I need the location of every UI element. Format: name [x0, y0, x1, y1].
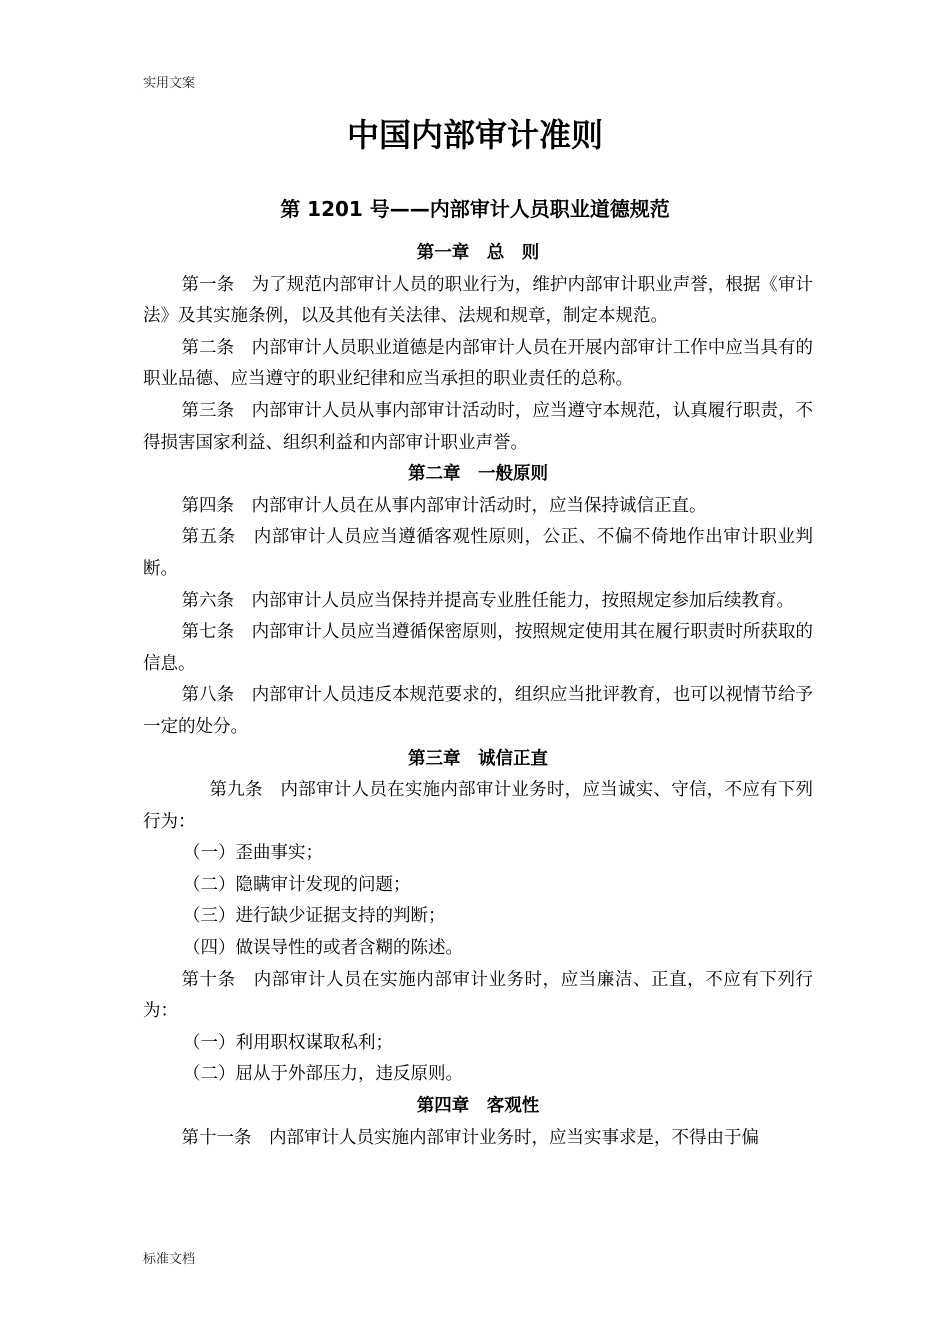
article-paragraph: 第二条 内部审计人员职业道德是内部审计人员在开展内部审计工作中应当具有的职业品德、应当遵守的职业纪律和应当承担的职业责任的总称。 — [143, 337, 813, 390]
list-item: （二）隐瞒审计发现的问题； — [183, 874, 411, 895]
article-paragraph: 第一条 为了规范内部审计人员的职业行为，维护内部审计职业声誉，根据《审计法》及其实施条例，以及其他有关法律、法规和规章，制定本规范。 — [143, 274, 813, 327]
list-item: （一）歪曲事实； — [183, 843, 323, 864]
article-paragraph: 第三条 内部审计人员从事内部审计活动时，应当遵守本规范，认真履行职责，不得损害国家利益、组织利益和内部审计职业声誉。 — [143, 400, 813, 453]
article-paragraph: 第五条 内部审计人员应当遵循客观性原则，公正、不偏不倚地作出审计职业判断。 — [143, 527, 813, 579]
chapter-heading: 第二章 一般原则 — [408, 464, 548, 485]
article-paragraph: 第六条 内部审计人员应当保持并提高专业胜任能力，按照规定参加后续教育。 — [181, 590, 794, 611]
article-paragraph: 第十一条 内部审计人员实施内部审计业务时，应当实事求是，不得由于偏 — [181, 1127, 759, 1148]
list-item: （四）做误导性的或者含糊的陈述。 — [183, 938, 463, 959]
document-subtitle: 第 1201 号——内部审计人员职业道德规范 — [280, 197, 670, 221]
list-item: （一）利用职权谋取私利； — [183, 1032, 393, 1053]
document-title: 中国内部审计准则 — [346, 116, 603, 154]
chapter-heading: 第一章 总 则 — [416, 243, 540, 263]
page-header: 实用文案 — [143, 76, 196, 91]
article-paragraph: 第八条 内部审计人员违反本规范要求的，组织应当批评教育，也可以视情节给予一定的处分。 — [143, 685, 813, 737]
document-body — [143, 238, 813, 1154]
list-item: （三）进行缺少证据支持的判断； — [183, 906, 446, 927]
list-item: （二）屈从于外部压力，违反原则。 — [183, 1064, 463, 1085]
article-paragraph: 第九条 内部审计人员在实施内部审计业务时，应当诚实、守信，不应有下列行为： — [143, 780, 813, 832]
page-footer: 标准文档 — [143, 1252, 196, 1267]
chapter-heading: 第四章 客观性 — [416, 1096, 540, 1117]
article-paragraph: 第七条 内部审计人员应当遵循保密原则，按照规定使用其在履行职责时所获取的信息。 — [143, 622, 813, 674]
chapter-heading: 第三章 诚信正直 — [408, 748, 548, 769]
article-paragraph: 第四条 内部审计人员在从事内部审计活动时，应当保持诚信正直。 — [181, 495, 707, 516]
article-paragraph: 第十条 内部审计人员在实施内部审计业务时，应当廉洁、正直，不应有下列行为： — [143, 969, 813, 1022]
